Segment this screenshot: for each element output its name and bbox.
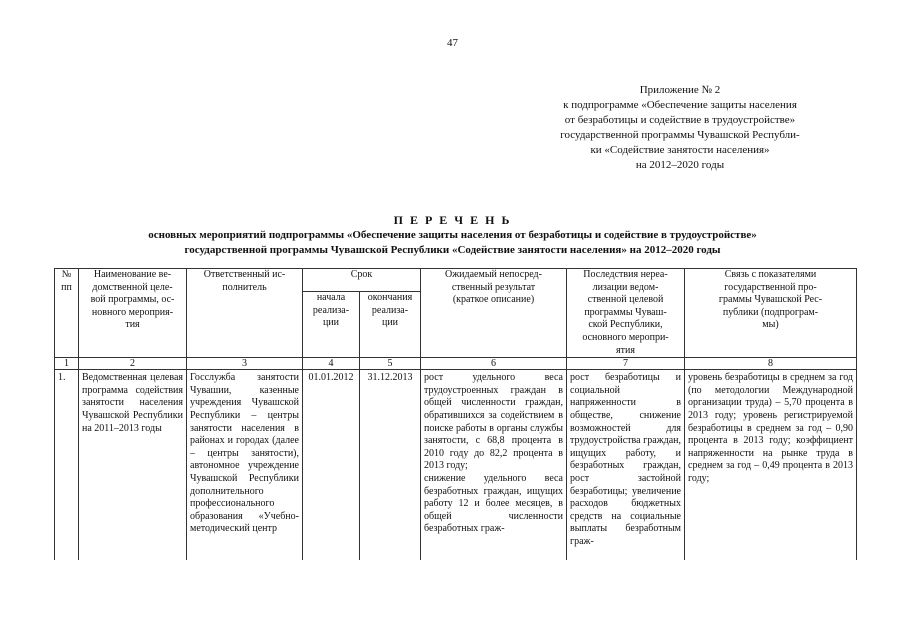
- row-indicator-link: уровень безработицы в среднем за год (по методологии Международной организации труда) – 5,70 процента в 2013 году; уровень регистрируемой безработицы в среднем за год – 0,90 процента в 2013 году; коэффициент напряженности на рынке труда в среднем за год – 0,49 процента в 2013 году;: [685, 370, 857, 561]
- col-number: 5: [360, 358, 421, 370]
- header-name: Наименование ве- домственной целе- вой программы, ос- новного мероприя- тия: [79, 269, 187, 358]
- heading-line-1: основных мероприятий подпрограммы «Обеспечение защиты населения от безработицы и содействие в трудоустройстве»: [148, 229, 757, 241]
- row-end-date: 31.12.2013: [360, 370, 421, 561]
- appendix-line-3: от безработицы и содействие в трудоустройстве»: [564, 114, 796, 126]
- appendix-line-6: на 2012–2020 годы: [635, 159, 725, 171]
- column-number-row: [55, 358, 857, 370]
- col-number: 3: [187, 358, 303, 370]
- header-link: Связь с показателями государственной про- граммы Чувашской Рес- публики (подпрограм- мы): [685, 269, 857, 358]
- heading-title: П Е Р Е Ч Е Н Ь: [393, 213, 512, 227]
- col-number: 7: [567, 358, 685, 370]
- col-number: 6: [421, 358, 567, 370]
- appendix-line-5: ки «Содействие занятости населения»: [590, 144, 770, 156]
- col-number: 4: [303, 358, 360, 370]
- appendix-line-4: государственной программы Чувашской Республи-: [560, 129, 800, 141]
- row-responsible: Госслужба занятости Чувашии, казенные учреждения Чувашской Республики – центры занятости населения в районах и городах (далее – центры занятости), автономное учреждение Чувашской Республики дополнительного профессионального образования «Учебно-методический центр: [187, 370, 303, 561]
- row-expected-result: рост удельного веса трудоустроенных граждан в общей численности граждан, обратившихся за содействием в поиске работы в органы службы занятости, с 68,8 процента в 2010 году до 82,2 процента в 2013 году; снижение удельного веса безработных граждан, ищущих работу 12 и более месяцев, в общей численности безработных граж-: [421, 370, 567, 561]
- row-start-date: 01.01.2012: [303, 370, 360, 561]
- header-end: окончания реализа- ции: [360, 292, 421, 358]
- measures-table: [54, 268, 857, 560]
- heading-line-2: государственной программы Чувашской Республики «Содействие занятости населения» на 2012–2020 годы: [184, 244, 721, 256]
- row-name: Ведомственная целевая программа содействия занятости населения Чувашской Республики на 2011–2013 годы: [79, 370, 187, 561]
- appendix-block: [520, 83, 840, 173]
- row-consequences: рост безработицы и социальной напряженности в обществе, снижение возможностей для трудоустройства граждан, ищущих работу, и безработных граждан, рост застойной безработицы; увеличение расходов бюджетных средств на социальные выплаты безработным граж-: [567, 370, 685, 561]
- col-number: 1: [55, 358, 79, 370]
- col-number: 2: [79, 358, 187, 370]
- col-number: 8: [685, 358, 857, 370]
- appendix-line-2: к подпрограмме «Обеспечение защиты населения: [563, 99, 797, 111]
- table-row: [55, 370, 857, 561]
- page-number: 47: [447, 37, 458, 49]
- table-header-row: [55, 269, 857, 292]
- header-start: начала реализа- ции: [303, 292, 360, 358]
- document-heading: [0, 213, 905, 258]
- header-responsible: Ответственный ис- полнитель: [187, 269, 303, 358]
- header-num: № пп: [55, 269, 79, 358]
- header-expected: Ожидаемый непосред- ственный результат (краткое описание): [421, 269, 567, 358]
- header-term: Срок: [303, 269, 421, 292]
- appendix-line-1: Приложение № 2: [639, 84, 721, 96]
- header-consequences: Последствия нереа- лизации ведом- ственной целевой программы Чуваш- ской Республики, основного меропри- ятия: [567, 269, 685, 358]
- row-num: 1.: [55, 370, 79, 561]
